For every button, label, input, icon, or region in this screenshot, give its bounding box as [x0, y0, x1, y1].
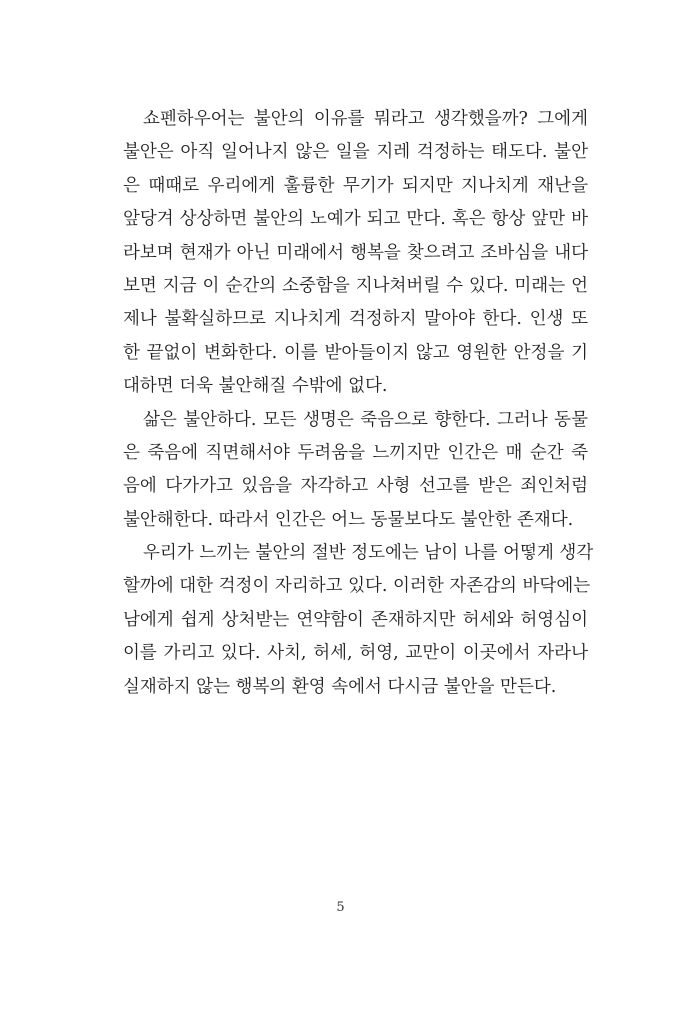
text-line: 제나 불확실하므로 지나치게 걱정하지 말아야 한다. 인생 또 [123, 309, 588, 330]
text-line: 삶은 불안하다. 모든 생명은 죽음으로 향한다. 그러나 동물 [143, 409, 588, 430]
text-line: 대하면 더욱 불안해질 수밖에 없다. [123, 376, 388, 397]
text-line: 할까에 대한 걱정이 자리하고 있다. 이러한 자존감의 바닥에는 [123, 576, 591, 597]
text-line: 쇼펜하우어는 불안의 이유를 뭐라고 생각했을까? 그에게 [143, 109, 588, 129]
page-number: 5 [336, 900, 345, 915]
text-line: 실재하지 않는 행복의 환영 속에서 다시금 불안을 만든다. [123, 676, 557, 697]
text-line: 은 죽음에 직면해서야 두려움을 느끼지만 인간은 매 순간 죽 [123, 442, 588, 463]
text-line: 한 끝없이 변화한다. 이를 받아들이지 않고 영원한 안정을 기 [123, 342, 588, 363]
text-line: 보면 지금 이 순간의 소중함을 지나쳐버릴 수 있다. 미래는 언 [123, 275, 588, 296]
paragraph-2 [123, 404, 588, 538]
text-line: 불안은 아직 일어나지 않은 일을 지레 걱정하는 태도다. 불안 [123, 142, 588, 163]
text-line: 앞당겨 상상하면 불안의 노예가 되고 만다. 혹은 항상 앞만 바 [123, 209, 588, 230]
text-line: 은 때때로 우리에게 훌륭한 무기가 되지만 지나치게 재난을 [123, 175, 588, 196]
text-line: 라보며 현재가 아닌 미래에서 행복을 찾으려고 조바심을 내다 [123, 242, 588, 263]
body-text [123, 103, 594, 704]
paragraph-3 [123, 537, 594, 704]
text-line: 이를 가리고 있다. 사치, 허세, 허영, 교만이 이곳에서 자라나 [123, 643, 588, 664]
text-line: 우리가 느끼는 불안의 절반 정도에는 남이 나를 어떻게 생각 [143, 543, 594, 564]
text-line: 남에게 쉽게 상처받는 연약함이 존재하지만 허세와 허영심이 [123, 609, 588, 630]
paragraph-1 [123, 103, 588, 404]
text-line: 불안해한다. 따라서 인간은 어느 동물보다도 불안한 존재다. [123, 509, 574, 530]
text-line: 음에 다가가고 있음을 자각하고 사형 선고를 받은 죄인처럼 [123, 476, 588, 497]
